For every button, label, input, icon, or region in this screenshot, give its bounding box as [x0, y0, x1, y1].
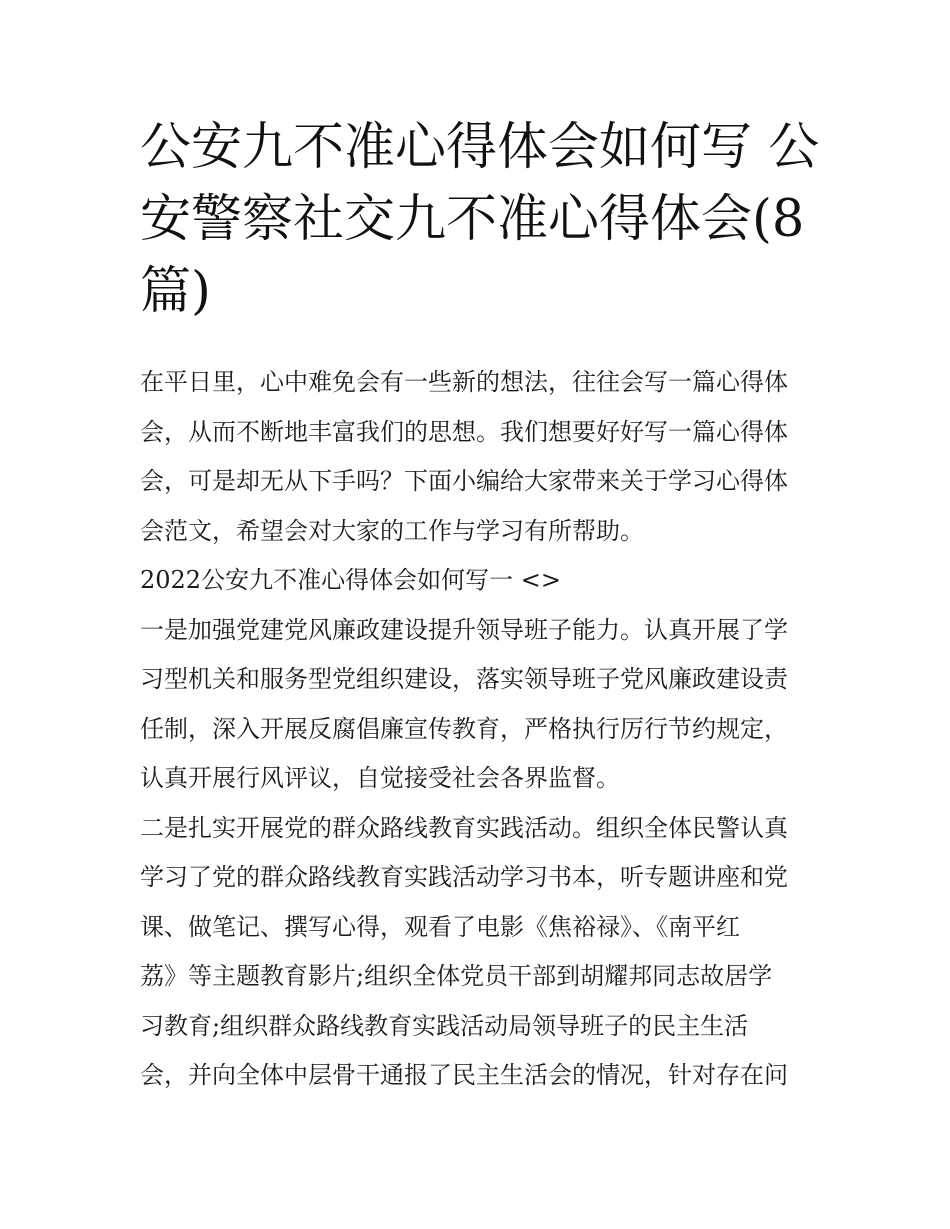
intro-line: 会，可是却无从下手吗？下面小编给大家带来关于学习心得体	[140, 467, 788, 495]
paragraph-line: 习教育;组织群众路线教育实践活动局领导班子的民主生活	[140, 1011, 749, 1040]
intro-line: 会范文，希望会对大家的工作与学习有所帮助。	[140, 516, 644, 545]
document-title	[140, 112, 820, 328]
paragraph-line: 任制，深入开展反腐倡廉宣传教育，严格执行厉行节约规定，	[140, 714, 788, 743]
paragraph-line: 习型机关和服务型党组织建设，落实领导班子党风廉政建设责	[140, 665, 788, 693]
title-line-3: 篇)	[140, 262, 211, 321]
document-body	[140, 358, 820, 1101]
intro-paragraph	[140, 358, 820, 556]
paragraph-line: 学习了党的群众路线教育实践活动学习书本，听专题讲座和党	[140, 863, 788, 891]
paragraph-line: 荔》等主题教育影片;组织全体党员干部到胡耀邦同志故居学	[140, 962, 773, 990]
intro-line: 会，从而不断地丰富我们的思想。我们想要好好写一篇心得体	[140, 417, 788, 446]
paragraph-line: 一是加强党建党风廉政建设提升领导班子能力。认真开展了学	[140, 615, 788, 644]
intro-line: 在平日里，心中难免会有一些新的想法，往往会写一篇心得体	[140, 368, 788, 396]
paragraph-line: 课、做笔记、撰写心得，观看了电影《焦裕禄》、《南平红	[140, 912, 740, 941]
title-line-2: 安警察社交九不准心得体会(8	[140, 190, 805, 249]
paragraph-line: 会，并向全体中层骨干通报了民主生活会的情况，针对存在问	[140, 1061, 788, 1089]
paragraph-line: 认真开展行风评议，自觉接受社会各界监督。	[140, 764, 620, 792]
section-heading: 2022公安九不准心得体会如何写一 <>	[140, 566, 561, 594]
title-line-1: 公安九不准心得体会如何写 公	[140, 118, 820, 177]
paragraph-2	[140, 804, 820, 1101]
paragraph-line: 二是扎实开展党的群众路线教育实践活动。组织全体民警认真	[140, 813, 788, 842]
paragraph-1	[140, 606, 820, 804]
